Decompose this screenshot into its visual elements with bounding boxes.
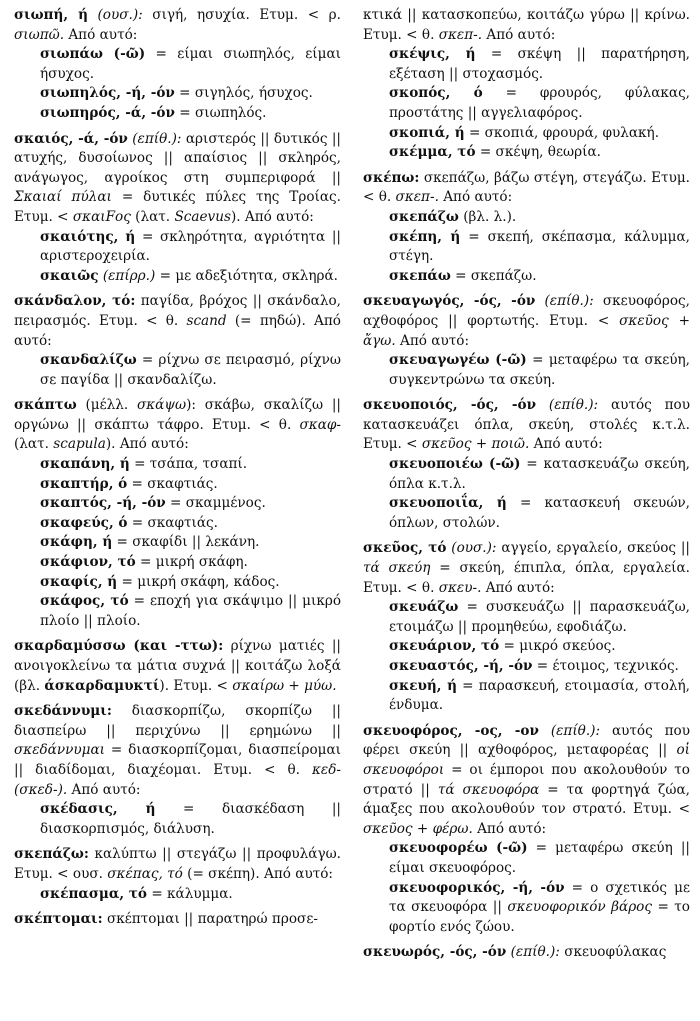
derivative-headword: σκευαστός, -ή, -όν xyxy=(389,658,533,674)
definition-text: = σκαφτιάς. xyxy=(127,475,218,492)
entry-text xyxy=(14,292,341,351)
italic-text: (επίθ.): xyxy=(510,944,560,961)
headword: σκευαγωγός, -ός, -όν xyxy=(363,293,536,310)
definition-text: = κατασκευή σκευών, όπλων, στολών. xyxy=(389,495,690,531)
entry-skeuopoios xyxy=(363,396,690,533)
derivative-entry xyxy=(363,839,690,878)
derivative-entry xyxy=(363,124,690,144)
entry-text xyxy=(363,722,690,840)
derivative-entry xyxy=(14,573,341,593)
entry-skeuagogos xyxy=(363,292,690,390)
derivative-headword: σκέπη, ή xyxy=(389,228,461,245)
italic-text: τά σκευοφόρα xyxy=(437,781,540,798)
definition-text: Από αυτό: xyxy=(438,189,513,206)
derivative-headword: σκευοποιΐα, ή xyxy=(389,495,507,512)
definition-text: ). Ετυμ. < xyxy=(159,677,233,694)
derivative-entry xyxy=(363,879,690,938)
definition-text: Από αυτό: xyxy=(482,26,556,43)
entry-text xyxy=(14,845,341,884)
definition-text: = έτοιμος, τεχνικός. xyxy=(532,658,679,674)
definition-text: = σκαφίδι || λεκάνη. xyxy=(112,534,260,551)
definition-text: = σκεπή, σκέπασμα, κάλυμμα, στέγη. xyxy=(389,228,690,265)
definition-text: = με αδεξιότητα, σκληρά. xyxy=(155,267,338,284)
derivative-headword: σκευοφορικός, -ή, -όν xyxy=(389,879,565,896)
italic-text: (επίρρ.) xyxy=(102,267,156,284)
derivative-entry xyxy=(363,143,690,163)
headword: σκάπτω xyxy=(14,397,77,414)
definition-text: Από αυτό: xyxy=(472,820,547,837)
definition-text: ). Από αυτό: xyxy=(105,436,189,453)
derivative-entry xyxy=(363,455,690,494)
italic-text: (ουσ.): xyxy=(451,540,497,557)
derivative-headword: σιωπηλός, -ή, -όν xyxy=(40,85,175,102)
definition-text: = σιωπηλός. xyxy=(174,104,267,121)
definition-text: (λατ. xyxy=(130,208,175,225)
entry-text xyxy=(14,637,341,696)
derivative-entry xyxy=(14,514,341,534)
derivative-entry xyxy=(363,45,690,84)
definition-text: = τα φορτηγά ζώα, άμαξες που ακολουθούν τον στρατό. Ετυμ. < xyxy=(363,781,690,818)
definition-text: = είμαι σιωπηλός, είμαι ήσυχος. xyxy=(40,46,341,82)
definition-text: ). Από αυτό: xyxy=(230,208,314,225)
entry-text xyxy=(14,910,341,930)
italic-text: Σκαιαί πύλαι xyxy=(14,189,112,206)
definition-text: = σκοπιά, φρουρά, φυλακή. xyxy=(464,124,660,141)
definition-text: = διασκορπίζομαι, διασπείρομαι || διαδίδομαι, διαχέομαι. Ετυμ. < θ. xyxy=(14,742,341,778)
headword: σκεῦος, τό xyxy=(363,540,447,557)
definition-text: = δυτικές πύλες της Τροίας. Ετυμ. < xyxy=(14,189,341,225)
italic-text: σκεῦος + ποιῶ. xyxy=(421,436,530,453)
derivative-headword: σκάφιον, τό xyxy=(40,554,136,571)
derivative-entry xyxy=(363,84,690,123)
entry-skepazo xyxy=(14,845,341,904)
definition-text: σκευοφόρος, αχθοφόρος || φορτωτής. Ετυμ. < xyxy=(363,293,690,329)
italic-text: scand xyxy=(186,312,227,329)
derivative-entry xyxy=(14,800,341,839)
entry-skaios xyxy=(14,130,341,287)
entry-skeptomai xyxy=(14,910,341,930)
entry-text xyxy=(363,539,690,598)
definition-text: = παρασκευή, ετοιμασία, στολή, ένδυμα. xyxy=(389,677,691,714)
derivative-entry xyxy=(363,228,690,267)
definition-text: αυτός που φέρει σκεύη || αχθοφόρος, μεταφορέας || xyxy=(363,722,690,759)
italic-text: σκεδάννυμαι xyxy=(14,742,105,759)
headword: σκευοποιός, -ός, -όν xyxy=(363,397,537,414)
derivative-headword: σκαιῶς xyxy=(40,267,99,284)
definition-text: = κάλυμμα. xyxy=(147,885,233,902)
italic-text: σιωπῶ. xyxy=(14,26,65,43)
derivative-entry xyxy=(14,351,341,390)
italic-text: (επίθ.): xyxy=(544,293,594,310)
definition-text: = σκέψη || παρατήρηση, εξέταση || στοχασμός. xyxy=(389,46,690,82)
derivative-entry xyxy=(14,455,341,475)
derivative-headword: σκοπός, ό xyxy=(389,85,483,102)
derivative-headword: σκαφίς, ή xyxy=(40,573,118,590)
definition-text: = σκεπάζω. xyxy=(450,267,537,284)
italic-text: τά σκεύη xyxy=(363,560,431,577)
entry-siopi xyxy=(14,6,341,124)
entry-text xyxy=(14,396,341,455)
derivative-headword: σκευάζω xyxy=(389,599,459,616)
entry-skeptomai_cont xyxy=(363,6,690,163)
headword: σκεδάννυμι: xyxy=(14,703,112,720)
definition-text: αγγείο, εργαλείο, σκεύος || xyxy=(496,540,690,557)
definition-text: = κατασκευάζω σκεύη, όπλα κ.τ.λ. xyxy=(389,456,690,492)
derivative-entry xyxy=(14,228,341,267)
definition-text: = μεταφέρω τα σκεύη, συγκεντρώνω τα σκεύη. xyxy=(389,352,691,388)
definition-text: = ρίχνω σε πειρασμό, ρίχνω σε παγίδα || σκανδαλίζω. xyxy=(40,352,341,388)
derivative-headword: σκαπτός, -ή, -όν xyxy=(40,495,166,512)
italic-text: σκεῦος + ἄγω. xyxy=(363,312,690,349)
definition-text xyxy=(536,397,549,413)
derivative-headword: σκαπτήρ, ό xyxy=(40,475,128,492)
derivative-headword: σκευαγωγέω (-ῶ) xyxy=(389,352,527,369)
headword: σκάνδαλον, τό: xyxy=(14,293,136,310)
derivative-entry xyxy=(363,351,690,390)
definition-text: = διασκέδαση || διασκορπισμός, διάλυση. xyxy=(40,801,341,837)
italic-text: σκαίρω + μύω. xyxy=(232,677,337,694)
definition-text: = μικρή σκάφη, κάδος. xyxy=(117,573,280,590)
derivative-headword: σκαιότης, ή xyxy=(40,228,136,245)
definition-text: σκεπάζω, βάζω στέγη, στεγάζω. Ετυμ. < θ. xyxy=(363,169,690,206)
italic-text: Scaevus xyxy=(174,208,231,225)
headword: σκαρδαμύσσω (και -ττω): xyxy=(14,638,224,655)
italic-text: σκάψω xyxy=(136,397,187,414)
derivative-headword: σκανδαλίζω xyxy=(40,352,137,369)
definition-text: σκευοφύλακας xyxy=(559,944,667,961)
definition-text: = σκαμμένος. xyxy=(165,495,266,512)
entry-skedannymi xyxy=(14,702,341,839)
definition-text: = μικρό σκεύος. xyxy=(499,638,616,655)
entry-text xyxy=(363,292,690,351)
left-column xyxy=(14,6,341,1021)
entry-skepo xyxy=(363,169,690,287)
definition-text: = οι έμποροι που ακολουθούν το στρατό || xyxy=(363,761,690,798)
derivative-headword: σιωπηρός, -ά, -όν xyxy=(40,104,175,121)
derivative-headword: σκεπάζω xyxy=(389,208,459,225)
right-column xyxy=(363,6,690,1021)
definition-text: Από αυτό: xyxy=(67,781,141,798)
entry-skeuoros xyxy=(363,943,690,963)
entry-text xyxy=(363,169,690,208)
entry-text xyxy=(363,943,690,963)
derivative-headword: σκευοφορέω (-ῶ) xyxy=(389,840,528,857)
definition-text: (= σκέπη). Από αυτό: xyxy=(182,865,333,882)
definition-text: (λατ. xyxy=(14,436,54,453)
derivative-headword: σκαπάνη, ή xyxy=(40,456,130,473)
derivative-entry xyxy=(14,533,341,553)
definition-text: = ο σχετικός με τα σκευοφόρα || xyxy=(389,879,690,916)
definition-text: σιγή, ησυχία. Ετυμ. < ρ. xyxy=(142,7,341,23)
entry-skeuophoros xyxy=(363,722,690,938)
derivative-headword: σκέδασις, ή xyxy=(40,801,156,818)
derivative-headword: σκευοποιέω (-ῶ) xyxy=(389,456,521,473)
italic-text: (επίθ.): xyxy=(550,722,601,739)
derivative-headword: σκεπάω xyxy=(389,267,451,284)
derivative-headword: σκέπασμα, τό xyxy=(40,885,147,902)
derivative-entry xyxy=(363,267,690,287)
definition-text: ): σκάβω, σκαλίζω || οργώνω || σκάπτω τάφρο. Ετυμ. < θ. xyxy=(14,397,341,433)
derivative-entry xyxy=(14,592,341,631)
derivative-entry xyxy=(363,598,690,637)
definition-text xyxy=(88,7,98,23)
derivative-headword: σκάφος, τό xyxy=(40,593,129,610)
entry-skapto xyxy=(14,396,341,631)
italic-text: σκαφ- xyxy=(299,416,341,433)
derivative-headword: σκοπιά, ή xyxy=(389,124,465,141)
derivative-entry xyxy=(363,677,690,716)
derivative-headword: σιωπάω (-ῶ) xyxy=(40,46,146,63)
definition-text: ρίχνω ματιές || ανοιγοκλείνω τα μάτια συχνά || κοιτάζω λοξά (βλ. xyxy=(14,638,341,694)
derivative-entry xyxy=(363,494,690,533)
entry-skeuos xyxy=(363,539,690,715)
headword: σκαιός, -ά, -όν xyxy=(14,130,128,147)
definition-text: Από αυτό: xyxy=(529,436,603,453)
definition-text: σκέπτομαι || παρατηρώ προσε- xyxy=(102,911,318,928)
italic-text: σκέπας, τό xyxy=(107,865,183,882)
entry-skandalon xyxy=(14,292,341,390)
definition-text: = σκεύη, έπιπλα, όπλα, εργαλεία. Ετυμ. < θ. xyxy=(363,560,690,596)
definition-text: καλύπτω || στεγάζω || προφυλάγω. Ετυμ. < ουσ. xyxy=(14,846,341,882)
definition-text: = τσάπα, τσαπί. xyxy=(129,456,248,473)
definition-text: (μέλλ. xyxy=(76,397,137,414)
headword: άσκαρδαμυκτί xyxy=(44,677,160,694)
headword: σιωπή, ή xyxy=(14,7,88,23)
definition-text: = σκληρότητα, αγριότητα || αριστεροχειρία. xyxy=(40,228,341,265)
derivative-headword: σκευάριον, τό xyxy=(389,638,500,655)
italic-text: σκευοφορικόν βάρος xyxy=(507,899,652,916)
derivative-entry xyxy=(363,657,690,677)
definition-text: = φρουρός, φύλακας, προστάτης || αγγελιαφόρος. xyxy=(389,85,691,121)
derivative-headword: σκαφεύς, ό xyxy=(40,514,128,531)
derivative-headword: σκέμμα, τό xyxy=(389,144,476,161)
definition-text: = σκαφτιάς. xyxy=(127,514,218,531)
entry-text xyxy=(363,6,690,45)
entry-text xyxy=(363,396,690,455)
derivative-entry xyxy=(14,475,341,495)
derivative-headword: σκέψις, ή xyxy=(389,46,476,63)
entry-text xyxy=(14,6,341,45)
definition-text: = σιγηλός, ήσυχος. xyxy=(174,85,313,102)
italic-text: οἱ σκευοφόροι xyxy=(363,742,690,778)
derivative-entry xyxy=(14,885,341,905)
derivative-entry xyxy=(363,208,690,228)
definition-text: διασκορπίζω, σκορπίζω || διασπείρω || περιχύνω || ερημώνω || xyxy=(14,703,341,739)
definition-text: Από αυτό: xyxy=(64,26,138,43)
definition-text: (βλ. λ.). xyxy=(458,208,517,225)
definition-text: = μικρή σκάφη. xyxy=(135,554,248,571)
italic-text: (ουσ.): xyxy=(97,7,143,23)
definition-text: = εποχή για σκάψιμο || μικρό πλοίο || πλοίο. xyxy=(40,593,342,629)
definition-text: = συσκευάζω || παρασκευάζω, ετοιμάζω || προμηθεύω, εφοδιάζω. xyxy=(389,599,690,635)
italic-text: σκαιFος xyxy=(72,208,131,225)
italic-text: scapula xyxy=(53,436,106,453)
derivative-entry xyxy=(14,104,341,124)
derivative-entry xyxy=(363,637,690,657)
italic-text: σκευ-. xyxy=(438,579,482,596)
headword: σκευωρός, -ός, -όν xyxy=(363,944,507,961)
italic-text: σκεπ-. xyxy=(395,189,439,206)
definition-text: αυτός που κατασκευάζει όπλα, σκεύη, στολές κ.τ.λ. Ετυμ. < xyxy=(363,397,690,453)
italic-text: σκεπ-. xyxy=(438,26,483,43)
entry-text xyxy=(14,130,341,228)
definition-text: Από αυτό: xyxy=(481,579,555,596)
derivative-entry xyxy=(14,84,341,104)
definition-text: κτικά || κατασκοπεύω, κοιτάζω γύρω || κρίνω. Ετυμ. < θ. xyxy=(363,7,690,43)
italic-text: σκεῦος + φέρω. xyxy=(363,820,473,837)
headword: σκέπτομαι: xyxy=(14,911,103,928)
entry-text xyxy=(14,702,341,800)
derivative-headword: σκάφη, ή xyxy=(40,534,113,551)
derivative-headword: σκευή, ή xyxy=(389,677,457,694)
derivative-entry xyxy=(14,494,341,514)
headword: σκεπάζω: xyxy=(14,846,89,863)
derivative-entry xyxy=(14,267,341,287)
definition-text: = σκέψη, θεωρία. xyxy=(475,144,601,161)
italic-text: (επίθ.): xyxy=(132,130,182,147)
italic-text: κεδ- (σκεδ-). xyxy=(14,761,341,798)
definition-text: (= πηδώ). Από αυτό: xyxy=(14,312,341,349)
derivative-entry xyxy=(14,553,341,573)
definition-text xyxy=(539,723,551,739)
definition-text: = το φορτίο ενός ζώου. xyxy=(389,899,690,935)
definition-text: Από αυτό: xyxy=(395,332,470,349)
italic-text: (επίθ.): xyxy=(548,397,599,414)
definition-text: αριστερός || δυτικός || ατυχής, δυσοίωνος || απαίσιος || σκληρός, ανάγωγος, αγροίκος στη συμπεριφορά || xyxy=(14,130,341,186)
definition-text: παγίδα, βρόχος || σκάνδαλο, πειρασμός. Ετυμ. < θ. xyxy=(14,293,341,329)
entry-skardamysso xyxy=(14,637,341,696)
headword: σκευοφόρος, -ος, -ον xyxy=(363,722,539,739)
headword: σκέπω: xyxy=(363,169,420,186)
definition-text: = μεταφέρω σκεύη || είμαι σκευοφόρος. xyxy=(389,840,690,876)
derivative-entry xyxy=(14,45,341,84)
